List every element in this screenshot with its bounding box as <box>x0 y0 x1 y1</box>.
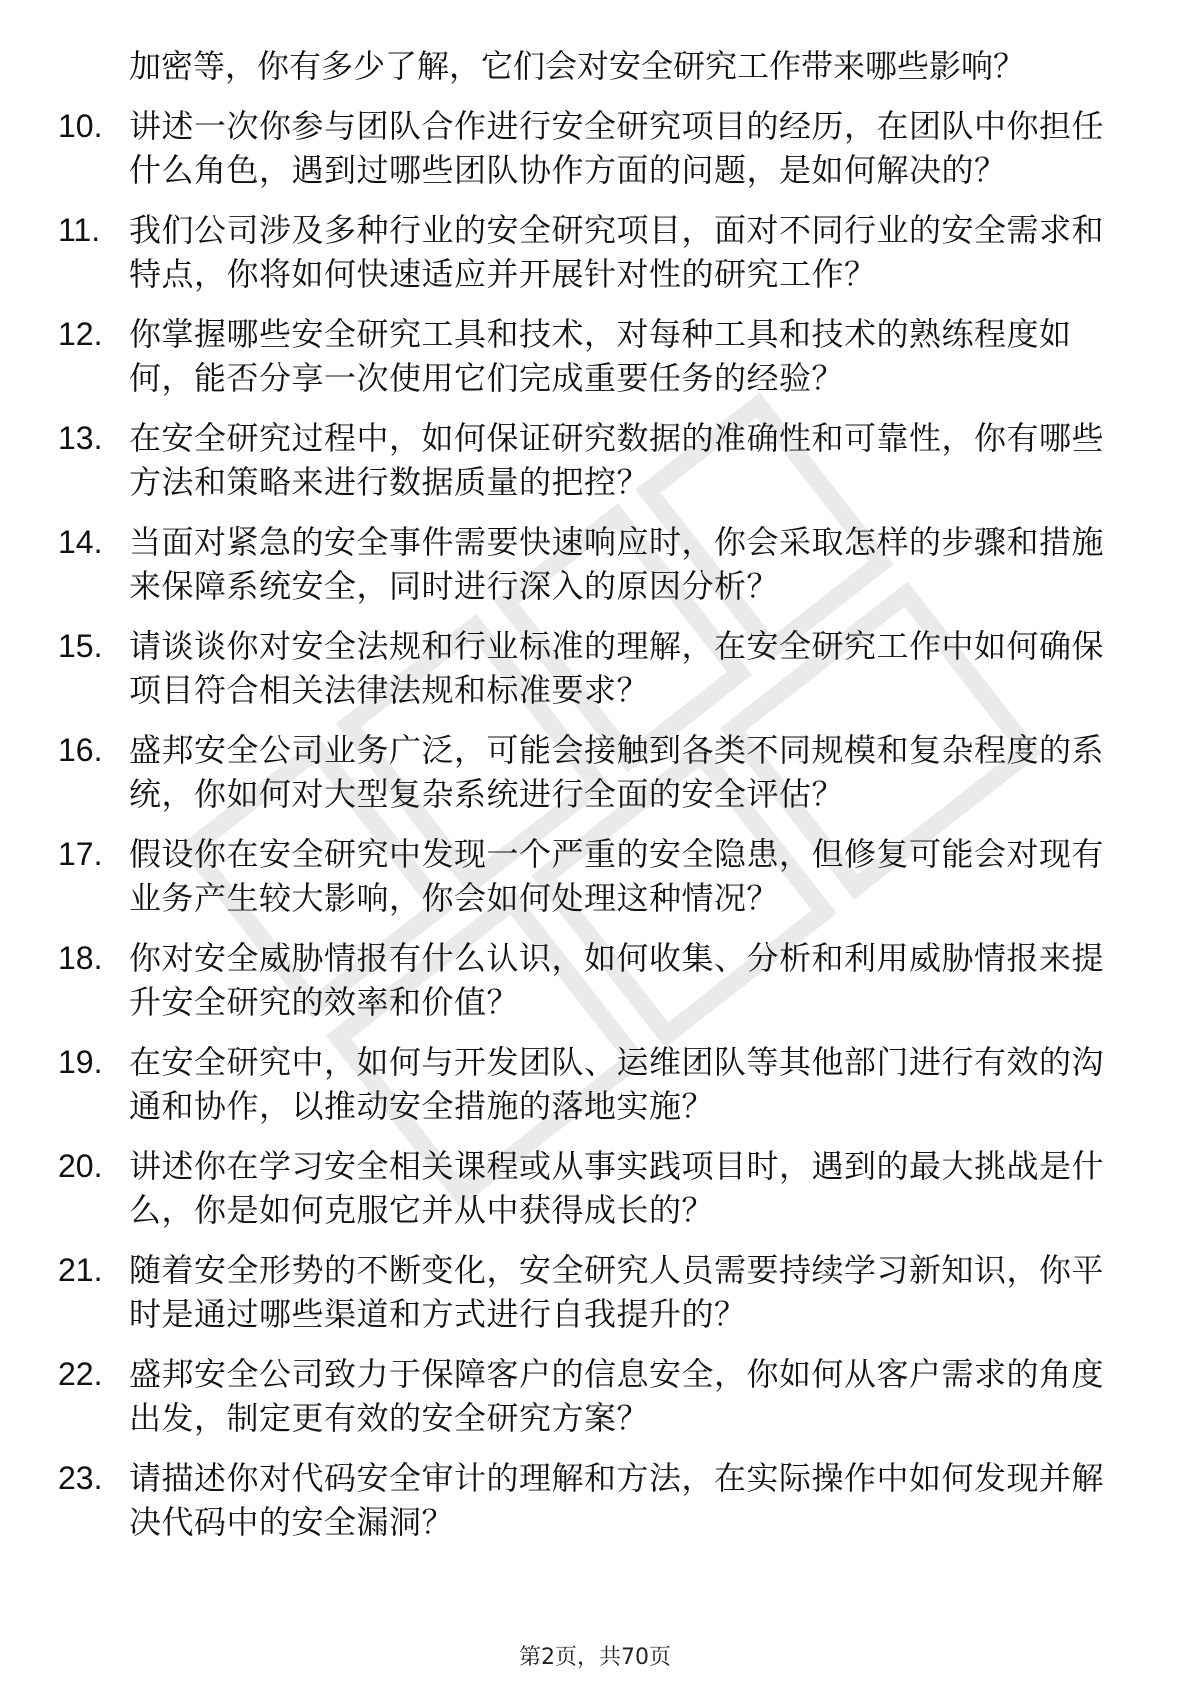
question-item <box>0 104 1119 192</box>
question-text: 我们公司涉及多种行业的安全研究项目，面对不同行业的安全需求和特点，你将如何快速适应并开展针对性的研究工作？ <box>129 211 1105 293</box>
question-item <box>0 1144 1119 1232</box>
question-text: 盛邦安全公司业务广泛，可能会接触到各类不同规模和复杂程度的系统，你如何对大型复杂系统进行全面的安全评估？ <box>129 731 1105 813</box>
question-list <box>0 44 1190 1544</box>
question-text: 假设你在安全研究中发现一个严重的安全隐患，但修复可能会对现有业务产生较大影响，你会如何处理这种情况？ <box>129 835 1105 917</box>
question-text: 当面对紧急的安全事件需要快速响应时，你会采取怎样的步骤和措施来保障系统安全，同时进行深入的原因分析？ <box>129 523 1105 605</box>
question-number: 17. <box>58 836 103 872</box>
question-text: 请描述你对代码安全审计的理解和方法，在实际操作中如何发现并解决代码中的安全漏洞？ <box>129 1459 1105 1541</box>
continuation-text: 加密等，你有多少了解，它们会对安全研究工作带来哪些影响？ <box>129 47 1026 85</box>
question-number: 19. <box>58 1044 103 1080</box>
question-item <box>0 1352 1119 1440</box>
question-number: 15. <box>58 628 103 664</box>
question-number: 18. <box>58 940 103 976</box>
question-number: 11. <box>58 212 101 248</box>
question-item <box>0 1248 1119 1336</box>
question-item <box>0 312 1119 400</box>
page-footer: 第2页，共70页 <box>519 1645 671 1670</box>
question-text: 讲述你在学习安全相关课程或从事实践项目时，遇到的最大挑战是什么，你是如何克服它并从中获得成长的？ <box>129 1147 1105 1229</box>
question-item <box>0 728 1119 816</box>
question-text: 你掌握哪些安全研究工具和技术，对每种工具和技术的熟练程度如何，能否分享一次使用它们完成重要任务的经验？ <box>129 315 1072 397</box>
question-number: 12. <box>58 316 103 352</box>
question-number: 22. <box>58 1356 103 1392</box>
question-text: 随着安全形势的不断变化，安全研究人员需要持续学习新知识，你平时是通过哪些渠道和方式进行自我提升的？ <box>129 1251 1105 1333</box>
question-item <box>0 416 1119 504</box>
question-number: 14. <box>58 524 103 560</box>
question-text: 在安全研究过程中，如何保证研究数据的准确性和可靠性，你有哪些方法和策略来进行数据质量的把控？ <box>129 419 1105 501</box>
question-number: 13. <box>58 420 103 456</box>
question-item <box>0 520 1119 608</box>
question-text: 盛邦安全公司致力于保障客户的信息安全，你如何从客户需求的角度出发，制定更有效的安全研究方案？ <box>129 1355 1105 1437</box>
question-text: 你对安全威胁情报有什么认识，如何收集、分析和利用威胁情报来提升安全研究的效率和价值？ <box>129 939 1105 1021</box>
question-number: 10. <box>58 108 103 144</box>
question-item <box>0 624 1119 712</box>
question-text: 请谈谈你对安全法规和行业标准的理解，在安全研究工作中如何确保项目符合相关法律法规和标准要求？ <box>129 627 1105 709</box>
question-number: 20. <box>58 1148 103 1184</box>
question-item <box>0 1040 1119 1128</box>
question-item <box>0 1456 1119 1544</box>
question-item <box>0 832 1119 920</box>
questions-container <box>0 104 1190 1544</box>
question-number: 23. <box>58 1460 103 1496</box>
question-item <box>0 936 1119 1024</box>
question-number: 21. <box>58 1252 103 1288</box>
question-text: 在安全研究中，如何与开发团队、运维团队等其他部门进行有效的沟通和协作，以推动安全措施的落地实施？ <box>129 1043 1105 1125</box>
question-number: 16. <box>58 732 103 768</box>
question-text: 讲述一次你参与团队合作进行安全研究项目的经历，在团队中你担任什么角色，遇到过哪些团队协作方面的问题，是如何解决的？ <box>129 107 1105 189</box>
question-item <box>0 208 1119 296</box>
